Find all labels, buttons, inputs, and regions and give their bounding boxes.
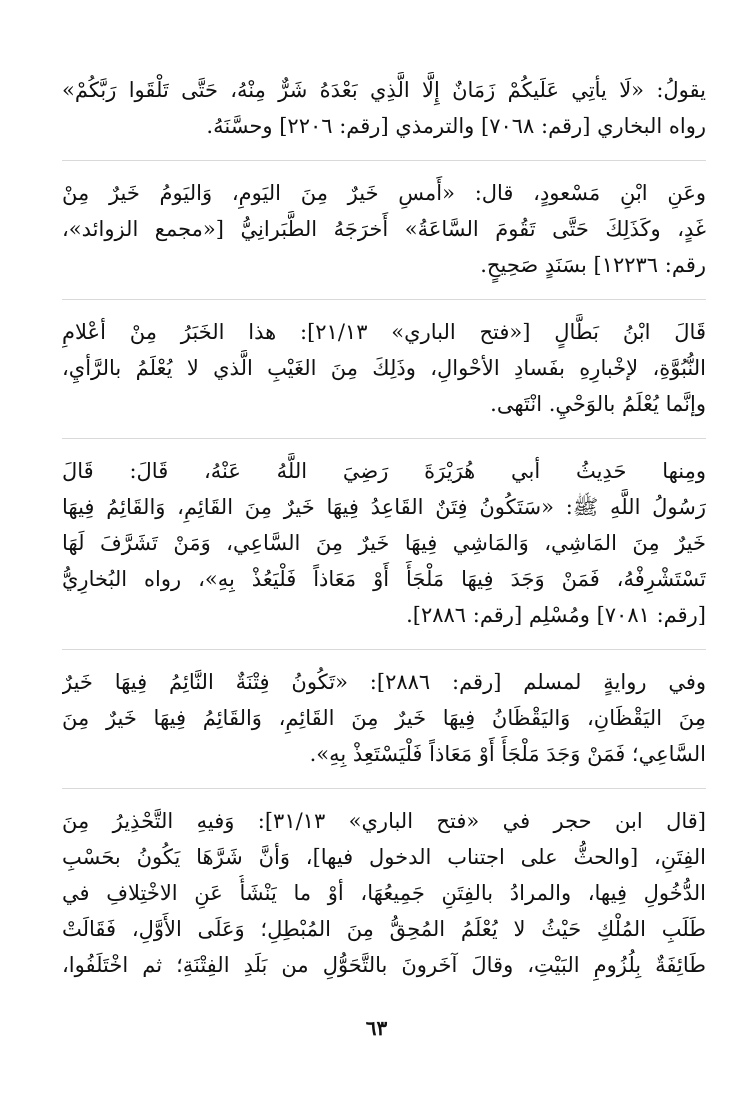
text-line: وإنَّما يُعْلَمُ بالوَحْيِ. انْتَهى. (490, 392, 706, 416)
page-body (62, 72, 706, 1013)
text-line: السَّاعِي؛ فَمَنْ وَجَدَ مَلْجَأً أَوْ مَعَاذاً فَلْيَسْتَعِذْ بِهِ». (309, 742, 706, 766)
text-line: رَسُولُ اللَّهِ ﷺ: «سَتَكُونُ فِتَنٌ القَاعِدُ فِيهَا خَيرٌ مِنَ القَائِمِ، وَالقَائِمُ فِيهَا (62, 495, 706, 519)
text-line: طَائِفَةٌ بِلُزُومِ البَيْتِ، وقالَ آخَرونَ بالتَّحَوُّلِ من بَلَدِ الفِتْنَةِ؛ ثم اخْتَلَفُوا، (62, 953, 706, 977)
text-line: الفِتَنِ، [والحثُّ على اجتناب الدخول فيها]، وَأنَّ شَرَّهَا يَكُونُ بحَسْبِ (62, 845, 706, 869)
paragraph-muslim-narration (62, 664, 706, 789)
page-number: ٦٣ (365, 1016, 388, 1040)
text-line: يقولُ: «لَا يأتِي عَلَيكُمْ زَمَانٌ إِلَّا الَّذِي بَعْدَهُ شَرٌّ مِنْهُ، حَتَّى تَلْقَوا رَبَّكُمْ» (62, 78, 706, 102)
text-line: [رقم: ٧٠٨١] ومُسْلِم [رقم: ٢٨٨٦]. (406, 603, 706, 627)
text-line: الدُّخُولِ فِيها، والمرادُ بالفِتَنِ جَمِيعُهَا، أوْ ما يَنْشَأُ عَنِ الاخْتِلافِ في (62, 881, 706, 905)
text-line: تَسْتَشْرِفْهُ، فَمَنْ وَجَدَ فِيهَا مَلْجَأً أَوْ مَعَاذاً فَلْيَعُذْ بِهِ»، رواه البُخارِيُّ (62, 567, 706, 591)
paragraph-hadith-no-time (62, 72, 706, 161)
text-line: النُّبُوَّةِ، لإخْبارِهِ بفَسادِ الأحْوالِ، وذَلِكَ مِنَ الغَيْبِ الَّذي لا يُعْلَمُ بالرَّأيِ، (62, 356, 706, 380)
text-line: وعَنِ ابْنِ مَسْعودٍ، قال: «أَمسِ خَيرٌ مِنَ اليَومِ، وَاليَومُ خَيرٌ مِنْ (62, 181, 706, 205)
paragraph-ibn-battal (62, 314, 706, 439)
text-line: غَدٍ، وكَذَلِكَ حَتَّى تَقُومَ السَّاعَةُ» أَخرَجَهُ الطَّبَرانِيُّ [«مجمع الزوائد»، (62, 217, 706, 241)
text-line: قَالَ ابْنُ بَطَّالٍ [«فتح الباري» ٢١/١٣]: هذا الخَبَرُ مِنْ أعْلامِ (62, 320, 706, 344)
paragraph-abu-hurayra (62, 453, 706, 650)
paragraph-ibn-masud (62, 175, 706, 300)
text-line: طَلَبِ المُلْكِ حَيْثُ لا يُعْلَمُ المُحِقُّ مِنَ المُبْطِلِ؛ وَعَلَى الأَوَّلِ، فَقَالَتْ (62, 917, 706, 941)
text-line: رقم: ١٢٢٣٦] بسَنَدٍ صَحِيحٍ. (480, 253, 706, 277)
text-line: [قال ابن حجر في «فتح الباري» ٣١/١٣]: وَفيهِ التَّحْذِيرُ مِنَ (62, 809, 706, 833)
text-line: خَيرٌ مِنَ المَاشِي، وَالمَاشِي فِيهَا خَيرٌ مِنَ السَّاعِي، وَمَنْ تَشَرَّفَ لَهَا (62, 531, 706, 555)
text-line: مِنَ اليَقْظَانِ، وَاليَقْظَانُ فِيهَا خَيرٌ مِنَ القَائِمِ، وَالقَائِمُ فِيهَا خَيرٌ مِنَ (62, 706, 706, 730)
paragraph-ibn-hajar (62, 803, 706, 999)
text-line: رواه البخاري [رقم: ٧٠٦٨] والترمذي [رقم: ٢٢٠٦] وحسَّنَهُ. (206, 114, 706, 138)
text-line: وفي روايةٍ لمسلم [رقم: ٢٨٨٦]: «تَكُونُ فِتْنَةٌ النَّائِمُ فِيهَا خَيرٌ (62, 670, 706, 694)
text-line: ومِنها حَدِيثُ أبي هُرَيْرَةَ رَضِيَ اللَّهُ عَنْهُ، قَالَ: قَالَ (62, 459, 706, 483)
